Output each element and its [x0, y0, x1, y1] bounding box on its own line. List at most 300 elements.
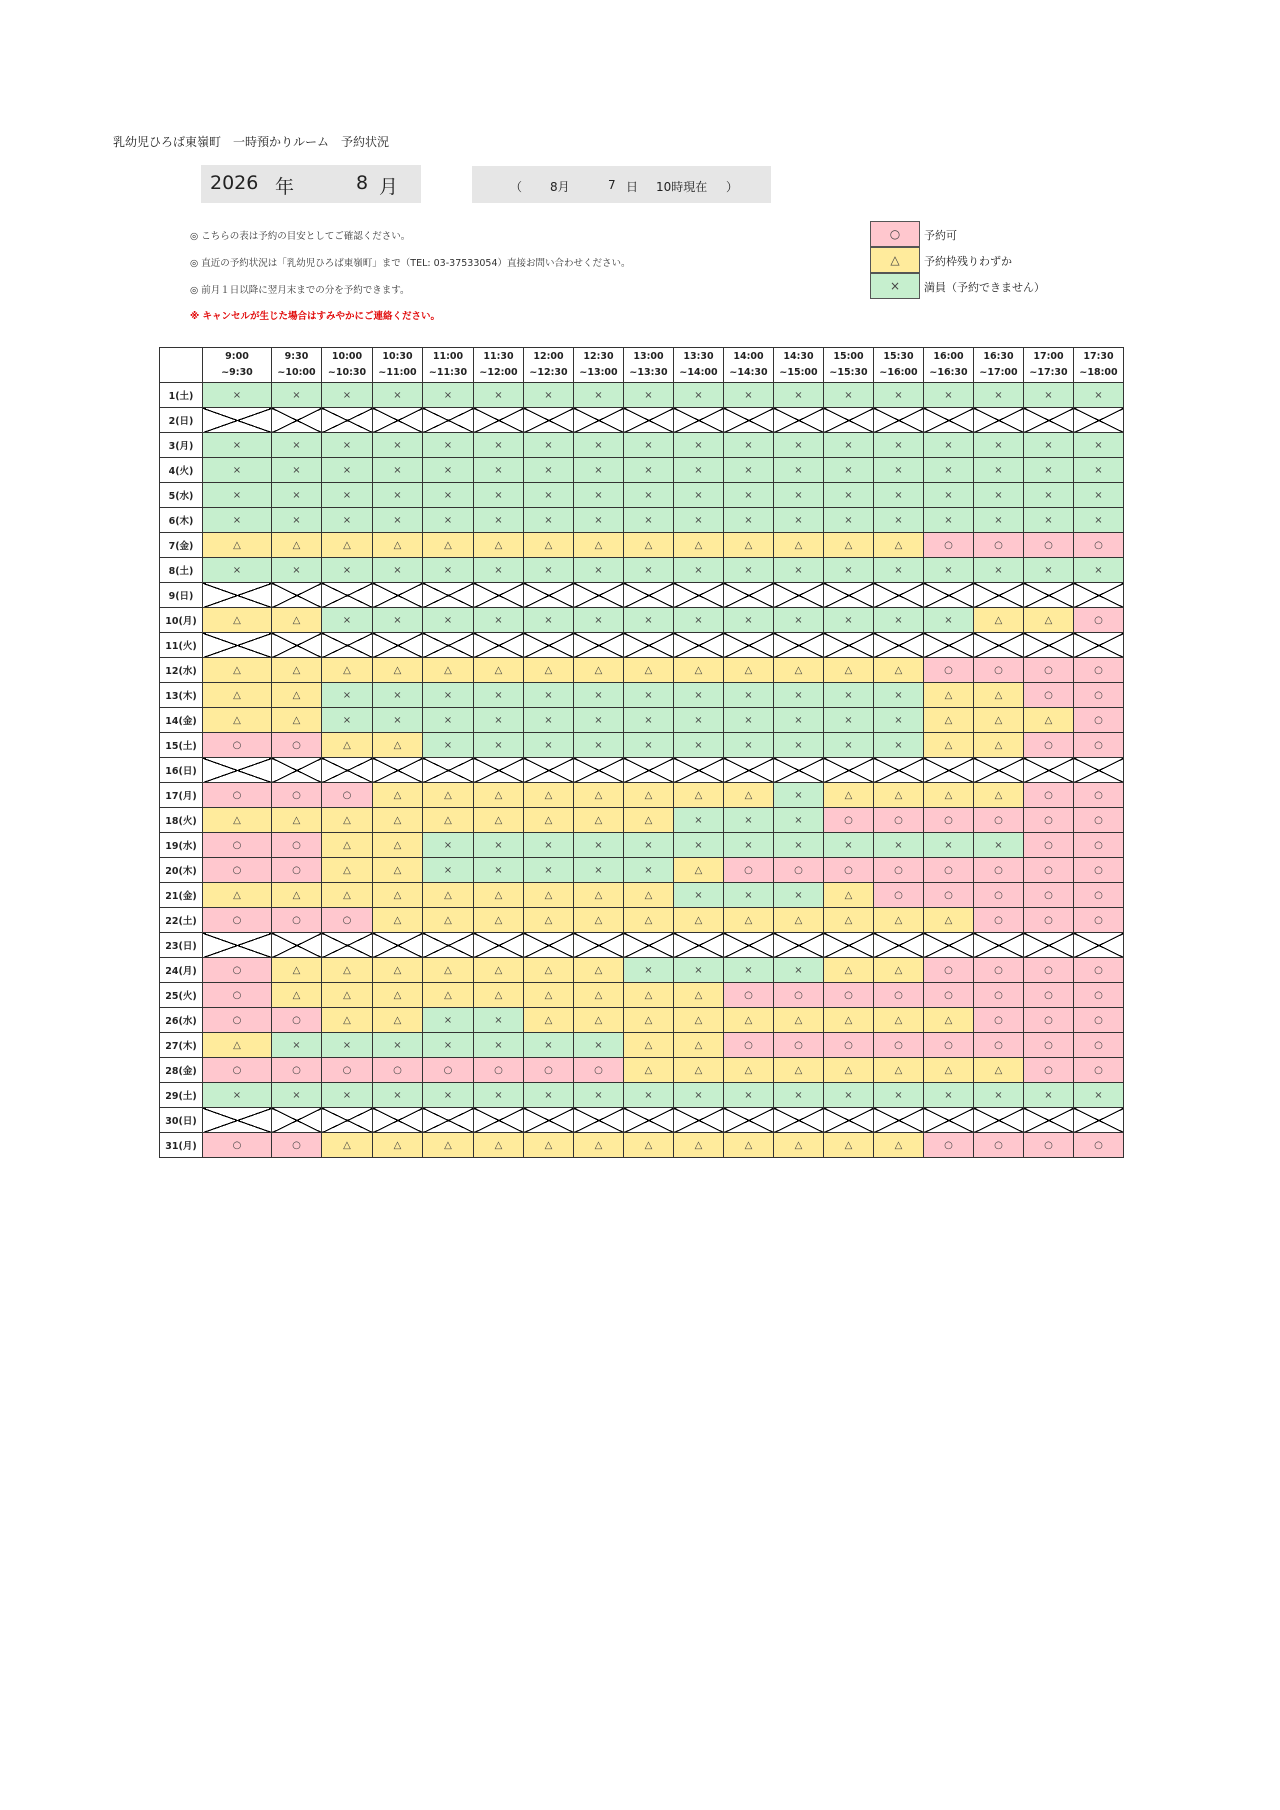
closed-cell	[924, 583, 974, 608]
status-cell: △	[624, 783, 674, 808]
closed-cell	[322, 1108, 373, 1133]
status-cell: ×	[1074, 558, 1124, 583]
status-cell: ○	[974, 1008, 1024, 1033]
status-cell: ×	[524, 433, 574, 458]
status-cell: ×	[203, 458, 272, 483]
status-cell: △	[574, 533, 624, 558]
status-cell: ○	[1074, 908, 1124, 933]
time-slot-end: ~13:00	[579, 367, 618, 378]
closed-cell	[824, 1108, 874, 1133]
legend-available-swatch: ○	[870, 221, 920, 247]
day-label: 8(土)	[160, 558, 203, 583]
status-cell: ×	[874, 383, 924, 408]
closed-cell	[1024, 408, 1074, 433]
closed-cell	[1024, 583, 1074, 608]
day-label: 23(日)	[160, 933, 203, 958]
status-cell: ×	[474, 858, 524, 883]
time-slot-header	[272, 348, 322, 383]
closed-cell	[774, 758, 824, 783]
status-cell: ×	[674, 383, 724, 408]
status-cell: ○	[1024, 783, 1074, 808]
time-slot-header	[824, 348, 874, 383]
day-row	[160, 458, 1124, 483]
status-cell: ×	[824, 733, 874, 758]
status-cell: △	[322, 658, 373, 683]
status-cell: ×	[774, 558, 824, 583]
status-cell: △	[874, 1058, 924, 1083]
status-cell: △	[924, 783, 974, 808]
status-cell: ×	[373, 508, 423, 533]
status-cell: ○	[974, 983, 1024, 1008]
status-cell: △	[322, 1133, 373, 1158]
closed-cell	[203, 933, 272, 958]
status-cell: ×	[774, 958, 824, 983]
status-cell: ×	[724, 508, 774, 533]
status-cell: △	[574, 1008, 624, 1033]
status-cell: △	[574, 658, 624, 683]
status-cell: ○	[1024, 908, 1074, 933]
status-cell: △	[524, 958, 574, 983]
closed-cell	[674, 933, 724, 958]
status-cell: ×	[724, 608, 774, 633]
status-cell: △	[924, 1058, 974, 1083]
status-cell: ×	[524, 1033, 574, 1058]
status-cell: ×	[574, 508, 624, 533]
legend-few-left-swatch: △	[870, 247, 920, 273]
status-cell: △	[674, 1133, 724, 1158]
status-cell: ×	[322, 1033, 373, 1058]
closed-cell	[774, 633, 824, 658]
status-cell: △	[724, 783, 774, 808]
status-cell: ○	[272, 783, 322, 808]
status-cell: ×	[724, 1083, 774, 1108]
status-cell: ○	[974, 1133, 1024, 1158]
day-row	[160, 1008, 1124, 1033]
status-cell: ○	[1024, 983, 1074, 1008]
day-label: 15(土)	[160, 733, 203, 758]
status-cell: ○	[874, 983, 924, 1008]
status-cell: ×	[524, 1083, 574, 1108]
status-cell: ×	[524, 683, 574, 708]
closed-cell	[423, 758, 474, 783]
day-label: 10(月)	[160, 608, 203, 633]
status-cell: ×	[574, 1033, 624, 1058]
status-cell: △	[272, 708, 322, 733]
closed-cell	[774, 583, 824, 608]
status-cell: ×	[724, 958, 774, 983]
closed-cell	[524, 633, 574, 658]
closed-cell	[974, 1108, 1024, 1133]
status-cell: ×	[774, 608, 824, 633]
status-cell: ×	[774, 433, 824, 458]
status-cell: ×	[724, 483, 774, 508]
status-cell: ○	[1074, 533, 1124, 558]
status-cell: △	[203, 1033, 272, 1058]
status-cell: ○	[1074, 658, 1124, 683]
status-cell: ×	[203, 1083, 272, 1108]
closed-cell	[423, 408, 474, 433]
day-row	[160, 408, 1124, 433]
status-cell: △	[474, 908, 524, 933]
status-cell: ×	[574, 683, 624, 708]
closed-cell	[924, 933, 974, 958]
status-cell: △	[824, 958, 874, 983]
status-cell: △	[624, 883, 674, 908]
status-cell: ×	[774, 683, 824, 708]
time-slot-end: ~16:30	[929, 367, 968, 378]
legend-full-swatch: ×	[870, 273, 920, 299]
status-cell: ×	[874, 483, 924, 508]
status-cell: △	[272, 983, 322, 1008]
closed-cell	[1074, 933, 1124, 958]
closed-cell	[272, 933, 322, 958]
status-cell: △	[373, 783, 423, 808]
status-cell: △	[824, 883, 874, 908]
status-cell: ○	[774, 1033, 824, 1058]
status-cell: ○	[774, 983, 824, 1008]
status-cell: △	[674, 783, 724, 808]
closed-cell	[272, 633, 322, 658]
day-row	[160, 783, 1124, 808]
time-slot-end: ~15:30	[829, 367, 868, 378]
status-cell: △	[574, 783, 624, 808]
closed-cell	[924, 633, 974, 658]
status-cell: ×	[874, 708, 924, 733]
status-cell: ○	[874, 808, 924, 833]
status-cell: ○	[874, 858, 924, 883]
status-cell: △	[524, 533, 574, 558]
status-cell: ×	[1024, 1083, 1074, 1108]
status-cell: ○	[1074, 883, 1124, 908]
status-cell: ×	[524, 833, 574, 858]
time-slot-header	[724, 348, 774, 383]
status-cell: △	[474, 883, 524, 908]
time-slot-start: 11:00	[432, 351, 464, 362]
status-cell: ○	[1074, 608, 1124, 633]
status-cell: ○	[1024, 733, 1074, 758]
status-cell: ×	[974, 1083, 1024, 1108]
status-cell: ○	[203, 783, 272, 808]
day-label: 16(日)	[160, 758, 203, 783]
legend-available-label: 予約可	[924, 229, 957, 242]
day-row	[160, 508, 1124, 533]
closed-cell	[674, 408, 724, 433]
month-unit: 月	[379, 176, 399, 198]
status-cell: ○	[974, 908, 1024, 933]
time-slot-header	[774, 348, 824, 383]
status-cell: ×	[474, 683, 524, 708]
status-cell: ×	[724, 458, 774, 483]
closed-cell	[924, 1108, 974, 1133]
note-3: ◎ 前月１日以降に翌月末までの分を予約できます。	[190, 285, 410, 296]
closed-cell	[724, 633, 774, 658]
status-cell: △	[774, 658, 824, 683]
time-slot-end: ~12:00	[479, 367, 518, 378]
closed-cell	[974, 408, 1024, 433]
closed-cell	[674, 758, 724, 783]
status-cell: ×	[1074, 1083, 1124, 1108]
status-cell: △	[423, 958, 474, 983]
closed-cell	[272, 583, 322, 608]
day-row	[160, 808, 1124, 833]
status-cell: ×	[874, 833, 924, 858]
status-cell: ○	[203, 1058, 272, 1083]
status-cell: ×	[924, 458, 974, 483]
status-cell: △	[674, 1008, 724, 1033]
status-cell: ○	[1074, 1058, 1124, 1083]
status-cell: △	[474, 658, 524, 683]
status-cell: ×	[524, 383, 574, 408]
status-cell: ×	[674, 458, 724, 483]
status-cell: △	[774, 1133, 824, 1158]
table-corner-cell	[160, 348, 203, 383]
status-cell: △	[874, 1133, 924, 1158]
status-cell: △	[674, 658, 724, 683]
closed-cell	[574, 758, 624, 783]
status-cell: △	[203, 658, 272, 683]
status-cell: ○	[1024, 1133, 1074, 1158]
status-cell: ×	[423, 858, 474, 883]
status-cell: ○	[724, 1033, 774, 1058]
status-cell: △	[624, 658, 674, 683]
time-slot-start: 12:00	[533, 351, 564, 362]
status-cell: ×	[624, 608, 674, 633]
day-label: 5(水)	[160, 483, 203, 508]
status-cell: △	[874, 958, 924, 983]
status-cell: ○	[924, 883, 974, 908]
status-cell: △	[774, 1008, 824, 1033]
status-cell: ×	[774, 483, 824, 508]
time-slot-end: ~11:00	[378, 367, 417, 378]
status-cell: ×	[774, 458, 824, 483]
status-cell: △	[974, 733, 1024, 758]
status-cell: △	[974, 683, 1024, 708]
status-cell: ×	[574, 833, 624, 858]
status-cell: △	[674, 1058, 724, 1083]
status-cell: △	[322, 958, 373, 983]
day-row	[160, 483, 1124, 508]
legend-full-label: 満員（予約できません）	[924, 281, 1045, 294]
day-row	[160, 883, 1124, 908]
status-cell: ×	[474, 558, 524, 583]
closed-cell	[974, 758, 1024, 783]
closed-cell	[874, 933, 924, 958]
closed-cell	[974, 933, 1024, 958]
status-cell: ×	[674, 833, 724, 858]
closed-cell	[474, 633, 524, 658]
as-of-day-unit: 日	[626, 180, 639, 194]
status-cell: △	[674, 983, 724, 1008]
status-cell: △	[624, 808, 674, 833]
status-cell: ×	[624, 558, 674, 583]
closed-cell	[874, 1108, 924, 1133]
closed-cell	[724, 758, 774, 783]
status-cell: ○	[1024, 883, 1074, 908]
note-2: ◎ 直近の予約状況は「乳幼児ひろば東嶺町」まで（TEL: 03-37533054）直接お問い合わせください。	[190, 258, 631, 269]
day-label: 17(月)	[160, 783, 203, 808]
status-cell: ×	[474, 833, 524, 858]
status-cell: △	[423, 658, 474, 683]
status-cell: ○	[924, 983, 974, 1008]
time-slot-header	[924, 348, 974, 383]
status-cell: ×	[1074, 458, 1124, 483]
status-cell: △	[874, 533, 924, 558]
status-cell: ×	[524, 483, 574, 508]
status-cell: △	[724, 658, 774, 683]
status-cell: ×	[724, 883, 774, 908]
closed-cell	[203, 1108, 272, 1133]
time-slot-start: 11:30	[483, 351, 514, 362]
closed-cell	[203, 408, 272, 433]
time-slot-header	[203, 348, 272, 383]
status-cell: ×	[724, 808, 774, 833]
status-cell: ×	[624, 458, 674, 483]
time-slot-start: 14:00	[733, 351, 764, 362]
closed-cell	[874, 408, 924, 433]
status-cell: ×	[203, 483, 272, 508]
status-cell: ×	[322, 483, 373, 508]
status-cell: △	[674, 908, 724, 933]
closed-cell	[774, 408, 824, 433]
time-slot-end: ~10:00	[277, 367, 316, 378]
closed-cell	[624, 933, 674, 958]
status-cell: ×	[1074, 383, 1124, 408]
status-cell: ×	[423, 458, 474, 483]
status-cell: ×	[574, 558, 624, 583]
status-cell: △	[474, 808, 524, 833]
closed-cell	[1074, 633, 1124, 658]
closed-cell	[574, 583, 624, 608]
status-cell: △	[624, 908, 674, 933]
status-cell: ×	[474, 433, 524, 458]
day-row	[160, 583, 1124, 608]
status-cell: ×	[874, 458, 924, 483]
closed-cell	[1074, 758, 1124, 783]
status-cell: △	[824, 1008, 874, 1033]
status-cell: ×	[574, 1083, 624, 1108]
closed-cell	[974, 583, 1024, 608]
time-slot-header	[974, 348, 1024, 383]
status-cell: △	[423, 883, 474, 908]
as-of-close-paren: ）	[726, 180, 739, 194]
status-cell: ○	[974, 658, 1024, 683]
status-cell: ×	[423, 1033, 474, 1058]
status-cell: ×	[423, 733, 474, 758]
day-label: 9(日)	[160, 583, 203, 608]
closed-cell	[1024, 1108, 1074, 1133]
status-cell: △	[974, 783, 1024, 808]
status-cell: ○	[1024, 1008, 1074, 1033]
status-cell: ×	[423, 683, 474, 708]
status-cell: △	[203, 808, 272, 833]
status-cell: ×	[322, 608, 373, 633]
day-row	[160, 983, 1124, 1008]
closed-cell	[322, 408, 373, 433]
status-cell: ×	[624, 958, 674, 983]
table-header-row	[160, 348, 1124, 383]
closed-cell	[924, 408, 974, 433]
status-cell: △	[373, 858, 423, 883]
as-of-box	[472, 166, 771, 203]
closed-cell	[624, 1108, 674, 1133]
closed-cell	[574, 633, 624, 658]
status-cell: △	[624, 1133, 674, 1158]
status-cell: △	[423, 533, 474, 558]
status-cell: ○	[824, 1033, 874, 1058]
status-cell: ○	[322, 908, 373, 933]
year-unit: 年	[275, 176, 295, 198]
day-label: 29(土)	[160, 1083, 203, 1108]
status-cell: ○	[203, 908, 272, 933]
status-cell: ○	[203, 1008, 272, 1033]
status-cell: △	[322, 983, 373, 1008]
status-cell: ×	[624, 433, 674, 458]
status-cell: ×	[272, 383, 322, 408]
status-cell: ×	[474, 1008, 524, 1033]
status-cell: ○	[272, 1058, 322, 1083]
closed-cell	[874, 633, 924, 658]
status-cell: ×	[373, 608, 423, 633]
status-cell: △	[624, 983, 674, 1008]
status-cell: ○	[272, 908, 322, 933]
closed-cell	[524, 758, 574, 783]
status-cell: ×	[774, 708, 824, 733]
time-slot-start: 16:00	[933, 351, 964, 362]
status-cell: ×	[574, 383, 624, 408]
as-of-month: 8月	[550, 180, 570, 194]
day-row	[160, 1108, 1124, 1133]
time-slot-start: 17:30	[1083, 351, 1114, 362]
time-slot-start: 9:00	[225, 351, 249, 362]
day-row	[160, 383, 1124, 408]
status-cell: ×	[724, 558, 774, 583]
day-row	[160, 958, 1124, 983]
status-cell: △	[524, 1133, 574, 1158]
closed-cell	[474, 758, 524, 783]
status-cell: ○	[272, 833, 322, 858]
status-cell: △	[474, 1133, 524, 1158]
status-cell: △	[824, 658, 874, 683]
status-cell: ○	[1074, 833, 1124, 858]
status-cell: ×	[874, 683, 924, 708]
closed-cell	[322, 633, 373, 658]
closed-cell	[774, 1108, 824, 1133]
status-cell: ×	[824, 383, 874, 408]
status-cell: △	[624, 1033, 674, 1058]
day-label: 30(日)	[160, 1108, 203, 1133]
status-cell: ○	[1074, 983, 1124, 1008]
closed-cell	[824, 633, 874, 658]
status-cell: △	[474, 983, 524, 1008]
time-slot-start: 17:00	[1033, 351, 1064, 362]
status-cell: ×	[423, 608, 474, 633]
closed-cell	[974, 633, 1024, 658]
status-cell: ○	[1024, 658, 1074, 683]
status-cell: ×	[373, 1033, 423, 1058]
status-cell: ×	[824, 433, 874, 458]
status-cell: ×	[874, 433, 924, 458]
status-cell: ×	[724, 683, 774, 708]
status-cell: ×	[574, 483, 624, 508]
status-cell: △	[373, 883, 423, 908]
status-cell: ×	[924, 433, 974, 458]
status-cell: △	[322, 858, 373, 883]
closed-cell	[524, 408, 574, 433]
status-cell: ×	[524, 858, 574, 883]
status-cell: ○	[272, 1008, 322, 1033]
status-cell: ○	[924, 958, 974, 983]
closed-cell	[474, 583, 524, 608]
